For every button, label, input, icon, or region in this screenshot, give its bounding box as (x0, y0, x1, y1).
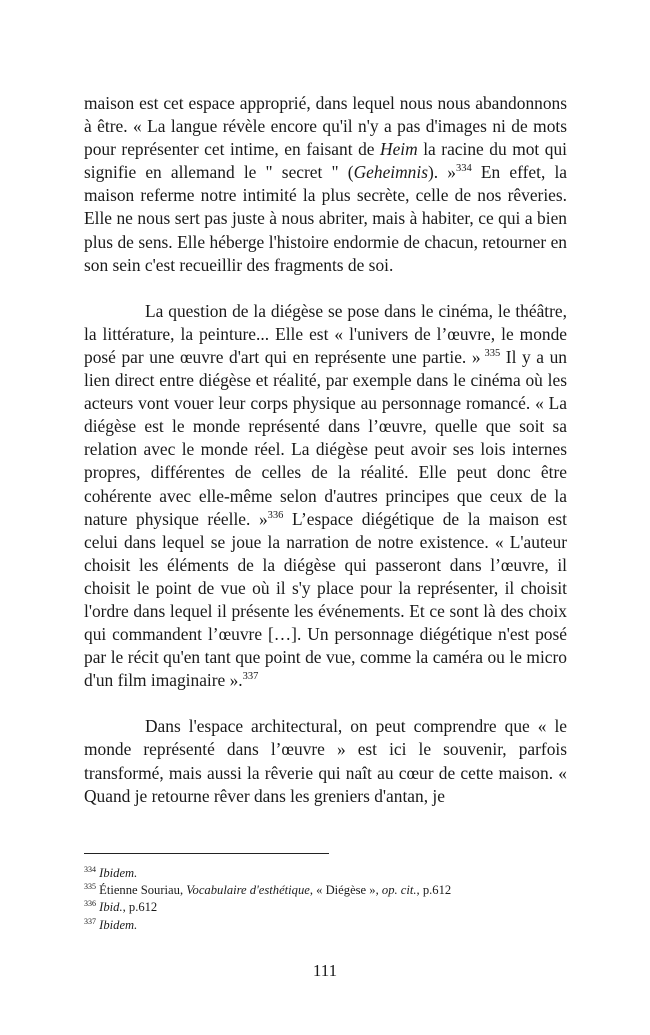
note-reference: 334 (456, 163, 472, 175)
text-run: Étienne Souriau, (96, 883, 187, 898)
note-reference: 334 (84, 865, 96, 874)
text-run: , « Diégèse », (309, 883, 382, 898)
italic-text: Ibid. (99, 900, 123, 915)
text-run: Dans l'espace architectural, on peut comprendre que « le monde représenté dans l’œuvre » est ici le souvenir, parfois transformé, mais aussi la rêverie qui naît au cœur de cette maison. « Quand je retourne rêver dans les greniers d'antan, je (84, 716, 567, 806)
italic-text: Geheimnis (353, 162, 428, 183)
text-run: Il y a un lien direct entre diégèse et réalité, par exemple dans le cinéma où les acteurs vont vouer leur corps physique au personnage romancé. « La diégèse est le monde représenté dans l’œuvre, quelle que soit sa relation avec le monde réel. La diégèse peut avoir ses lois internes propres, différentes de celles de la réalité. Elle peut donc être cohérente avec elle-même selon d'autres principes que ceux de la nature physique réelle. » (84, 346, 568, 529)
text-run: ). » (427, 162, 456, 183)
text-run: La question de la diégèse se pose dans le cinéma, le théâtre, la littérature, la peinture... Elle est « l'univers de l’œuvre, le monde posé par une œuvre d'art qui en représente une partie. » (84, 300, 567, 367)
paragraph (84, 715, 567, 807)
footnote (84, 882, 567, 899)
paragraph (84, 92, 567, 277)
footnote-separator (84, 853, 329, 854)
text-run: L’espace diégétique de la maison est celui dans lequel se joue la narration de notre existence. « L'auteur choisit les éléments de la diégèse qui passeront dans l’œuvre, il choisit le point de vue où il s'y place pour la représenter, il choisit l'ordre dans lequel il présente les événements. Et ce sont là des choix qui commandent l’œuvre […]. Un personnage diégétique n'est posé par le récit qu'en tant que point de vue, comme la caméra ou le micro d'un film imaginaire ». (84, 508, 567, 691)
text-run: , p.612 (122, 900, 158, 915)
footnote (84, 917, 567, 934)
italic-text: Ibidem. (99, 866, 138, 880)
italic-text: Vocabulaire d'esthétique (186, 883, 310, 898)
note-reference: 336 (267, 509, 284, 521)
text-run: la racine du mot qui signifie en allemand le " secret " ( (84, 139, 567, 183)
note-reference: 335 (84, 882, 96, 892)
paragraph (84, 300, 567, 693)
italic-text: Heim (380, 139, 418, 160)
footnotes (84, 865, 567, 934)
footnote (84, 899, 567, 916)
text-run: maison est cet espace approprié, dans lequel nous nous abandonnons à être. « La langue révèle encore qu'il n'y a pas d'images ni de mots pour représenter cet intime, en faisant de (84, 93, 567, 160)
italic-text: op. cit., (381, 883, 420, 898)
note-reference: 337 (242, 671, 259, 683)
text-run: p.612 (419, 883, 452, 898)
italic-text: Ibidem. (99, 917, 138, 932)
footnote (84, 865, 567, 882)
note-reference: 337 (84, 916, 96, 926)
note-reference: 335 (480, 347, 501, 359)
body-text (84, 92, 567, 808)
page-number: 111 (312, 961, 338, 980)
text-run: En effet, la maison referme notre intimité la plus secrète, celle de nos rêveries. Elle ne nous sert pas juste à nous abriter, mais à habiter, ce qui a bien plus de sens. Elle héberge l'histoire endormie de chacun, retourner en son sein c'est recueillir des fragments de soi. (84, 162, 568, 275)
note-reference: 336 (84, 899, 96, 909)
